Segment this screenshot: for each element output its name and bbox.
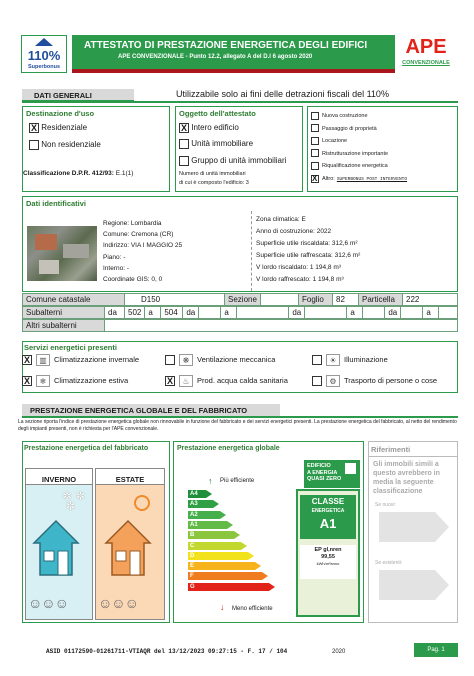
bulb-icon: ☀ — [326, 354, 340, 366]
motivo-item[interactable] — [311, 136, 407, 149]
globale-title: Prestazione energetica globale — [177, 445, 280, 452]
motivo-item[interactable] — [311, 111, 407, 124]
header-banner — [72, 35, 395, 73]
residenziale-checkbox[interactable] — [29, 123, 39, 133]
classificazione-value: E.1(1) — [115, 170, 134, 177]
ape-logo — [398, 34, 454, 74]
sub-from-3 — [305, 307, 347, 319]
motivo-label: Ristrutturazione importante — [322, 150, 389, 157]
motivo-item[interactable] — [311, 149, 407, 162]
building-photo — [27, 226, 97, 281]
ape-logo-text: APE — [405, 36, 447, 58]
footer-bar — [0, 640, 474, 662]
numero-unita-label: Numero di unità immobiliari — [179, 171, 246, 177]
comune-catastale-value: D150 — [125, 294, 225, 306]
intero-edificio-label: Intero edificio — [191, 123, 239, 133]
sub-a-1: a — [145, 307, 161, 319]
snowflake-icon: ✲ ✲ ✲ — [62, 489, 86, 513]
service-label: Prod. acqua calda sanitaria — [197, 375, 288, 385]
oggetto-box — [175, 106, 303, 192]
motivo-checkbox[interactable] — [311, 175, 319, 183]
motivo-label: Passaggio di proprietà — [322, 125, 377, 132]
sezione-value — [261, 294, 299, 306]
nzeb-line2: A ENERGIA — [307, 469, 338, 476]
sub-from-4 — [401, 307, 423, 319]
motivo-item[interactable] — [311, 161, 407, 174]
service-checkbox[interactable] — [165, 355, 175, 365]
unita-immobiliare-label: Unità immobiliare — [191, 139, 254, 149]
altri-subalterni-row — [23, 320, 458, 332]
fabbricato-title: Prestazione energetica del fabbricato — [24, 445, 149, 452]
radiator-icon: ▥ — [36, 354, 50, 366]
page-number: Pag. 1 — [427, 647, 445, 653]
ep-unit: kWh/m²anno — [316, 561, 340, 566]
motivo-label: Riqualificazione energetica — [322, 163, 388, 170]
sub-a-3: a — [347, 307, 363, 319]
comune-catastale-label: Comune catastale — [23, 294, 125, 306]
motivi-list — [311, 111, 407, 187]
motivo-label: Nuova costruzione — [322, 113, 368, 119]
energy-class-bar: G — [188, 583, 269, 591]
altri-subalterni-value — [105, 320, 458, 332]
sub-da-2: da — [183, 307, 199, 319]
cadastral-table — [22, 293, 458, 306]
faucet-icon: ♨ — [179, 375, 193, 387]
sub-from-1: 502 — [125, 307, 145, 319]
house-roof-icon — [35, 38, 53, 46]
particella-value: 222 — [403, 294, 458, 306]
estate-header — [96, 469, 164, 485]
riferimenti-box — [368, 441, 458, 623]
piano: Piano: - — [103, 253, 126, 261]
document-subtitle: APE CONVENZIONALE - Punto 12.2, allegato A del D.I 6 agosto 2020 — [118, 54, 313, 60]
house-cold-icon — [32, 519, 80, 577]
service-item[interactable] — [22, 375, 128, 387]
energy-class-bar: B — [188, 531, 234, 539]
fabbricato-box — [22, 441, 170, 623]
service-label: Climatizzazione estiva — [54, 375, 129, 385]
estate-rating-icons: ☺☺☺ — [98, 595, 138, 611]
ep-label: EP gl,nren — [314, 547, 342, 553]
altro-value: SUPERBONUS POST INTERVENTO — [336, 176, 408, 182]
superficie-raffrescata: Superficie utile raffrescata: 312,6 m² — [256, 252, 361, 259]
motivo-checkbox[interactable] — [311, 124, 319, 132]
classe-box — [296, 489, 360, 617]
unita-immobiliare-checkbox[interactable] — [179, 139, 189, 149]
service-checkbox[interactable] — [165, 376, 175, 386]
energy-class-bar: D — [188, 552, 248, 560]
se-esistenti-label: Se esistenti: — [375, 560, 403, 566]
sub-to-4 — [439, 307, 458, 319]
energy-class-bar: A1 — [188, 521, 227, 529]
indirizzo: Indirizzo: VIA I MAGGIO 25 — [103, 242, 183, 250]
service-item[interactable] — [165, 354, 275, 366]
globale-box — [173, 441, 364, 623]
nzeb-line3: QUASI ZERO — [307, 476, 342, 482]
service-item[interactable] — [22, 354, 139, 366]
sub-from-2 — [199, 307, 221, 319]
se-nuovi-label: Se nuovi: — [375, 502, 396, 508]
non-residenziale-option[interactable] — [29, 140, 101, 150]
unita-immobiliare-option[interactable] — [179, 139, 253, 149]
residenziale-label: Residenziale — [41, 123, 88, 133]
ep-value: 99,55 — [321, 554, 335, 560]
altri-subalterni-table — [22, 319, 458, 332]
photo-roof-1 — [35, 234, 57, 250]
subalterni-row — [23, 307, 458, 319]
photo-roof-3 — [39, 260, 59, 274]
gruppo-unita-option[interactable] — [179, 156, 286, 166]
sub-to-1: 504 — [161, 307, 183, 319]
footer-asid: ASID 01172590-01261711-VTIAQR del 13/12/2023 09:27:15 - F. 17 / 104 — [46, 648, 288, 655]
service-label: Trasporto di persone o cose — [344, 375, 438, 385]
anno-costruzione: Anno di costruzione: 2022 — [256, 228, 332, 235]
usage-note: Utilizzabile solo ai fini delle detrazioni fiscali del 110% — [176, 89, 389, 99]
ac-icon: ❄ — [36, 375, 50, 387]
fan-icon: ❋ — [179, 354, 193, 366]
document-title: ATTESTATO DI PRESTAZIONE ENERGETICA DEGLI EDIFICI — [84, 40, 368, 51]
particella-label: Particella — [359, 294, 403, 306]
logo-superbonus-text: Superbonus — [27, 64, 61, 70]
interno: Interno: - — [103, 264, 130, 272]
dati-generali-label: DATI GENERALI — [34, 91, 92, 100]
photo-roof-2 — [63, 244, 89, 258]
elevator-icon: ⚙ — [326, 375, 340, 387]
location-data — [103, 218, 182, 285]
sub-to-2 — [237, 307, 289, 319]
meno-efficiente-label: Meno efficiente — [232, 606, 273, 612]
motivo-checkbox[interactable] — [311, 162, 319, 170]
intero-edificio-option[interactable] — [179, 123, 239, 133]
dati-generali-tab — [22, 89, 134, 101]
inverno-label: INVERNO — [41, 475, 77, 484]
nzeb-line1: EDIFICIO — [307, 463, 331, 469]
volume-riscaldato: V lordo riscaldato: 1 194,8 m³ — [256, 264, 341, 271]
destinazione-title: Destinazione d'uso — [26, 109, 95, 118]
prestazione-tab — [22, 404, 458, 416]
motivo-item[interactable] — [311, 174, 407, 187]
building-data — [256, 214, 360, 286]
zona-climatica: Zona climatica: E — [256, 216, 306, 223]
service-label: Illuminazione — [344, 354, 388, 364]
prestazione-label: PRESTAZIONE ENERGETICA GLOBALE E DEL FABBRICATO — [30, 406, 248, 415]
foglio-label: Foglio — [299, 294, 333, 306]
energetica-label: ENERGETICA — [311, 508, 345, 514]
energy-class-bar: A2 — [188, 511, 220, 519]
riferimenti-title: Riferimenti — [371, 445, 411, 454]
inverno-panel — [25, 468, 93, 620]
sun-icon — [134, 495, 150, 511]
numero-unita-value: di cui è composto l'edificio: 3 — [179, 180, 249, 186]
inverno-rating-icons: ☺☺☺ — [28, 595, 68, 611]
service-checkbox[interactable] — [312, 376, 322, 386]
servizi-title: Servizi energetici presenti — [24, 343, 117, 352]
prestazione-description: La sezione riporta l'indice di prestazione energetica globale non rinnovabile in funzione del fabbricato e dei servizi energetici presenti. La prestazione energetica del fabbricato, al netto del rendimento degli impianti presenti, non è richiesta per l'APE convenzionale. — [18, 419, 457, 432]
service-label: Climatizzazione invernale — [54, 354, 140, 364]
nzeb-checkbox[interactable] — [345, 463, 356, 474]
motivo-label: Altro: — [322, 175, 335, 182]
sub-a-4: a — [423, 307, 439, 319]
sub-a-2: a — [221, 307, 237, 319]
motivo-checkbox[interactable] — [311, 137, 319, 145]
prestazione-divider — [22, 416, 458, 418]
intero-edificio-checkbox[interactable] — [179, 123, 189, 133]
service-item[interactable] — [165, 375, 288, 387]
classe-value: A1 — [319, 516, 337, 531]
general-divider — [22, 101, 458, 103]
motivo-checkbox[interactable] — [311, 112, 319, 120]
non-residenziale-checkbox[interactable] — [29, 140, 39, 150]
oggetto-title: Oggetto dell'attestato — [179, 109, 256, 118]
destinazione-box — [22, 106, 170, 192]
logo-110-text: 110% — [27, 48, 61, 63]
riferimenti-text: Gli immobili simili a questo avrebbero in media la seguente classificazione — [373, 461, 440, 495]
energy-class-bar: E — [188, 562, 255, 570]
energy-class-bar: A4 — [188, 490, 206, 498]
sezione-label: Sezione — [225, 294, 261, 306]
gruppo-unita-checkbox[interactable] — [179, 156, 189, 166]
foglio-value: 82 — [333, 294, 359, 306]
superbonus-logo — [21, 35, 67, 73]
motivo-checkbox[interactable] — [311, 149, 319, 157]
id-divider — [251, 211, 252, 291]
classificazione-label: Classificazione D.P.R. 412/93: — [23, 170, 114, 177]
inverno-header — [26, 469, 92, 485]
subalterni-label: Subalterni — [23, 307, 105, 319]
residenziale-option[interactable] — [29, 123, 87, 133]
service-label: Ventilazione meccanica — [197, 354, 276, 364]
piu-efficiente-arrow: ↑ — [208, 476, 213, 486]
energy-class-bar: F — [188, 572, 262, 580]
dati-identificativi-title: Dati identificativi — [26, 199, 87, 208]
meno-efficiente-arrow: ↓ — [220, 602, 225, 612]
ape-logo-sub: CONVENZIONALE — [402, 60, 450, 66]
footer-year: 2020 — [332, 649, 346, 655]
motivo-item[interactable] — [311, 124, 407, 137]
piu-efficiente-label: Più efficiente — [220, 478, 255, 484]
altri-subalterni-label: Altri subalterni — [23, 320, 105, 332]
sub-to-3 — [363, 307, 385, 319]
coordinate-gis: Coordinate GIS: 0, 0 — [103, 276, 163, 284]
gruppo-unita-label: Gruppo di unità immobiliari — [191, 156, 287, 166]
page-badge — [414, 643, 458, 657]
comune: Comune: Cremona (CR) — [103, 231, 174, 239]
nzeb-box — [304, 460, 360, 488]
motivi-box — [307, 106, 458, 192]
energy-class-bar: C — [188, 542, 241, 550]
estate-panel — [95, 468, 165, 620]
riferimenti-divider — [369, 456, 457, 457]
service-item[interactable] — [312, 375, 437, 387]
dati-identificativi-box — [22, 196, 458, 292]
se-esistenti-bar — [379, 570, 449, 600]
superficie-riscaldata: Superficie utile riscaldata: 312,6 m² — [256, 240, 358, 247]
regione: Regione: Lombardia — [103, 220, 162, 227]
service-checkbox[interactable] — [312, 355, 322, 365]
sub-da-1: da — [105, 307, 125, 319]
ep-box — [300, 545, 356, 579]
motivo-label: Locazione — [322, 138, 348, 145]
service-item[interactable] — [312, 354, 388, 366]
se-nuovi-bar — [379, 512, 449, 542]
volume-raffrescato: V lordo raffrescato: 1 194,8 m³ — [256, 276, 344, 283]
subalterni-table — [22, 306, 458, 319]
service-checkbox[interactable] — [22, 376, 32, 386]
sub-da-3: da — [289, 307, 305, 319]
cadastral-row-1 — [23, 294, 458, 306]
classe-label: CLASSE — [311, 497, 345, 506]
sub-da-4: da — [385, 307, 401, 319]
house-warm-icon — [104, 519, 152, 577]
non-residenziale-label: Non residenziale — [41, 140, 101, 150]
classificazione — [23, 170, 133, 177]
energy-class-bar: A3 — [188, 500, 213, 508]
estate-label: ESTATE — [115, 475, 145, 484]
service-checkbox[interactable] — [22, 355, 32, 365]
